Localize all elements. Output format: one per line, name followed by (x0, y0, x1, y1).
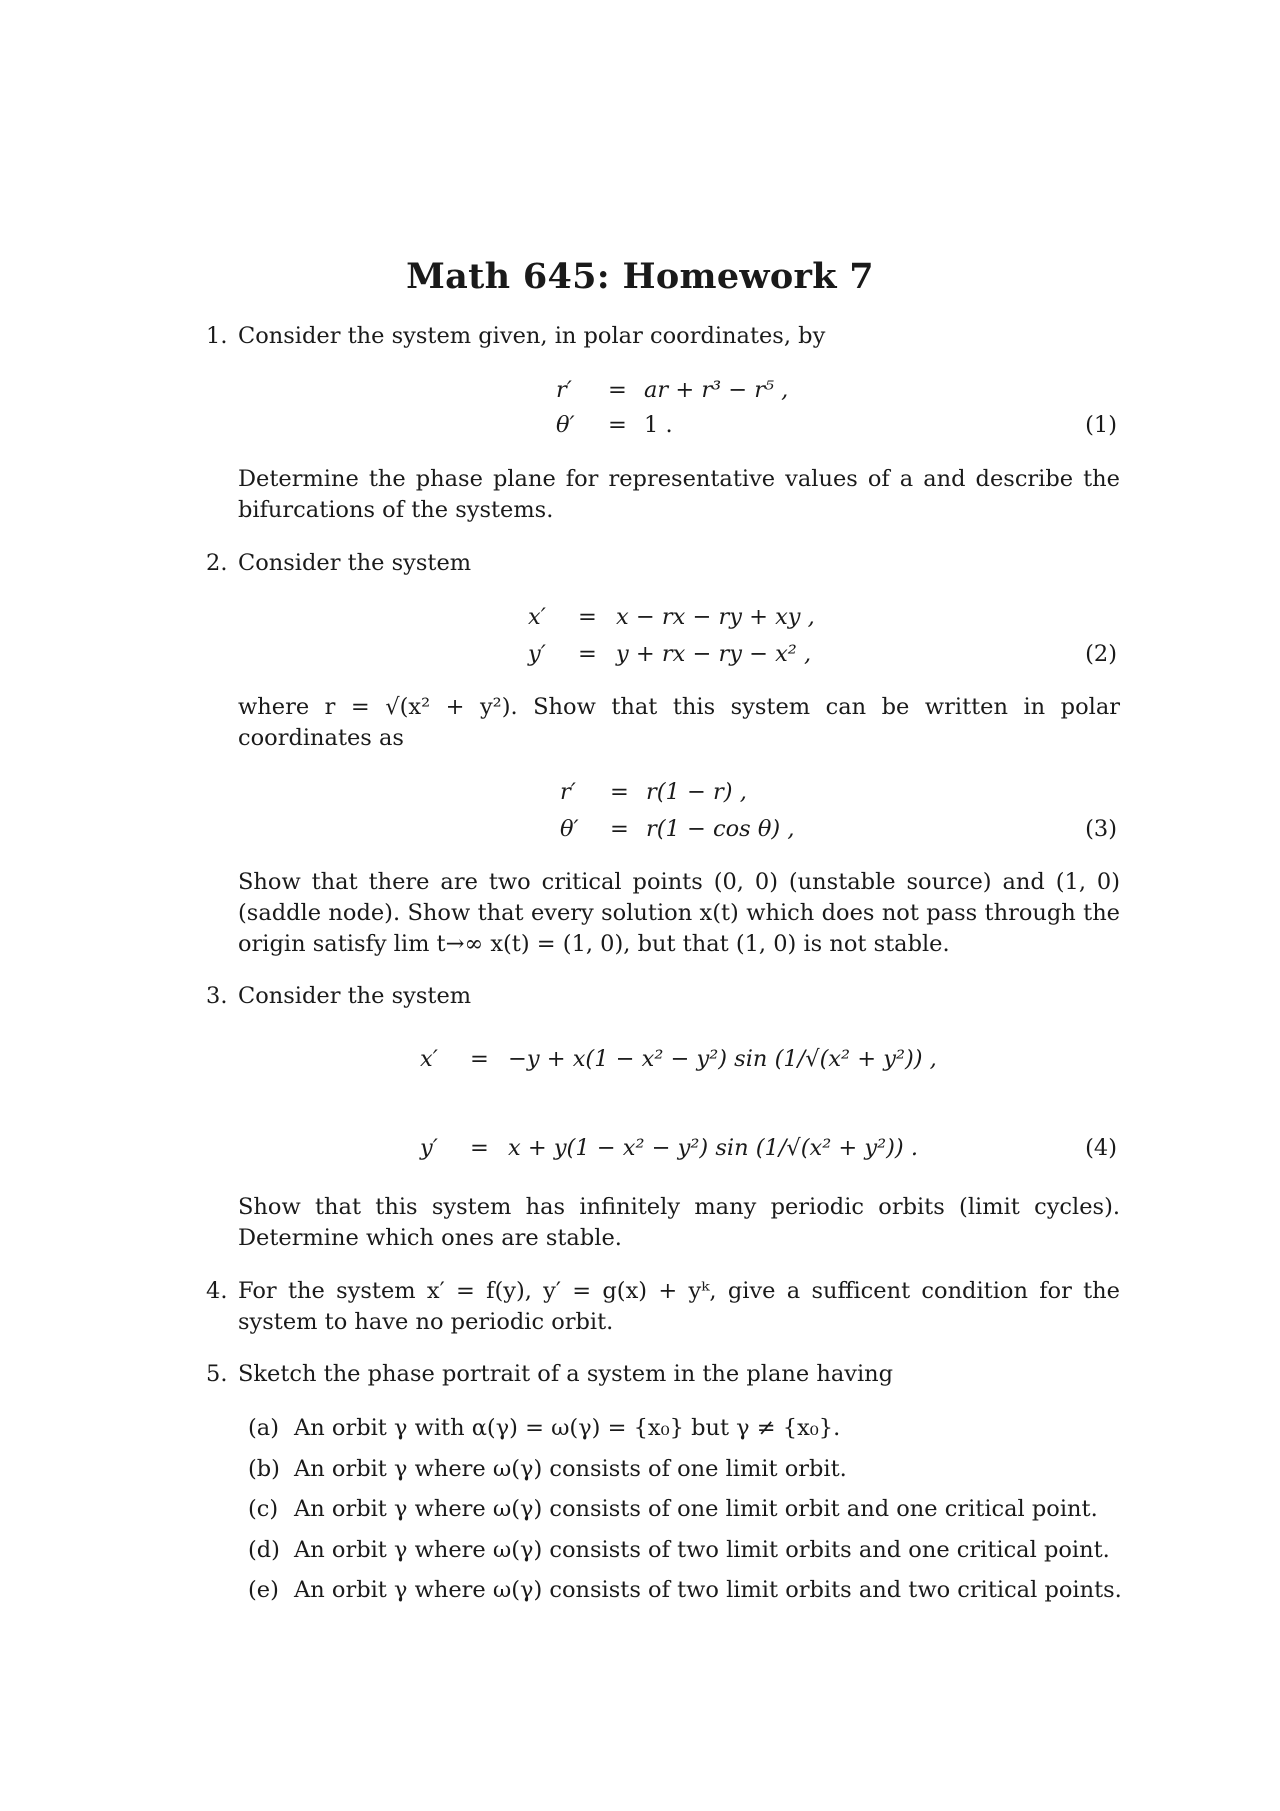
equation-tag-3: (3) (1085, 816, 1117, 842)
item-label: (d) (248, 1537, 280, 1563)
equation-tag-1: (1) (1085, 412, 1117, 438)
problem-1-eq-row-2: θ′ = 1 . (556, 410, 673, 441)
problem-5-item-d (248, 1535, 1110, 1566)
eq-lhs: r′ (556, 377, 572, 403)
problem-2-task: Show that there are two critical points (0, 0) (unstable source) and (1, 0) (saddle node). Show that every solution x(t) which does not pass through the origin satisfy lim t→∞ x(t) = (1, 0), but that (1, 0) is not stable. (238, 869, 1120, 957)
problem-2-middle: where r = √(x² + y²). Show that this system can be written in polar coordinates as (238, 694, 1120, 751)
eq-rhs: −y + x(1 − x² − y²) sin (1/√(x² + y²)) , (508, 1046, 937, 1072)
eq-lhs: θ′ (556, 412, 575, 438)
item-text: An orbit γ where ω(γ) consists of one limit orbit. (294, 1456, 847, 1482)
problem-5-item-b (248, 1454, 847, 1485)
problem-1-number: 1. (206, 323, 228, 349)
eq-lhs: r′ (560, 779, 576, 805)
problem-3-task: Show that this system has infinitely many periodic orbits (limit cycles). Determine which ones are stable. (238, 1194, 1120, 1251)
problem-5-item-c (248, 1494, 1098, 1525)
problem-3-eq-row-2: y′ = x + y(1 − x² − y²) sin (1/√(x² + y²)) . (420, 1133, 918, 1164)
problem-3-eq-row-1: x′ = −y + x(1 − x² − y²) sin (1/√(x² + y²)) , (420, 1044, 937, 1075)
problem-5-intro: Sketch the phase portrait of a system in the plane having (238, 1361, 894, 1387)
eq-rhs: ar + r³ − r⁵ , (644, 377, 789, 403)
problem-5-item-a (248, 1413, 840, 1444)
equation-tag-2: (2) (1085, 641, 1117, 667)
item-label: (a) (248, 1415, 279, 1441)
page-title: Math 645: Homework 7 (406, 256, 874, 297)
problem-1-intro: Consider the system given, in polar coordinates, by (238, 323, 826, 349)
eq-lhs: y′ (420, 1135, 438, 1161)
item-label: (c) (248, 1496, 279, 1522)
eq-rhs: r(1 − r) , (646, 779, 747, 805)
problem-2-eq2-row-2: θ′ = r(1 − cos θ) , (560, 814, 794, 845)
eq-lhs: x′ (420, 1046, 438, 1072)
item-text: An orbit γ where ω(γ) consists of two limit orbits and two critical points. (294, 1577, 1122, 1603)
problem-3-number: 3. (206, 983, 228, 1009)
item-label: (b) (248, 1456, 280, 1482)
problem-2-eq-row-2: y′ = y + rx − ry − x² , (528, 639, 811, 670)
problem-5-item-e (248, 1575, 1122, 1606)
problem-2-number: 2. (206, 550, 228, 576)
problem-2-eq-row-1: x′ = x − rx − ry + xy , (528, 602, 815, 633)
item-label: (e) (248, 1577, 279, 1603)
equation-tag-4: (4) (1085, 1135, 1117, 1161)
eq-rhs: x + y(1 − x² − y²) sin (1/√(x² + y²)) . (508, 1135, 918, 1161)
problem-2-intro: Consider the system (238, 550, 472, 576)
problem-3-intro: Consider the system (238, 983, 472, 1009)
eq-rhs: r(1 − cos θ) , (646, 816, 795, 842)
item-text: An orbit γ where ω(γ) consists of two limit orbits and one critical point. (294, 1537, 1110, 1563)
item-text: An orbit γ where ω(γ) consists of one limit orbit and one critical point. (294, 1496, 1098, 1522)
eq-lhs: y′ (528, 641, 546, 667)
problem-1-eq-row-1: r′ = ar + r³ − r⁵ , (556, 375, 788, 406)
eq-lhs: θ′ (560, 816, 579, 842)
problem-1-task: Determine the phase plane for representative values of a and describe the bifurcations of the systems. (238, 466, 1120, 523)
eq-rhs: x − rx − ry + xy , (616, 604, 815, 630)
item-text: An orbit γ with α(γ) = ω(γ) = {x₀} but γ ≠ {x₀}. (294, 1415, 841, 1441)
problem-4-number: 4. (206, 1278, 228, 1304)
eq-rhs: 1 . (644, 412, 673, 438)
problem-2-eq2-row-1: r′ = r(1 − r) , (560, 777, 747, 808)
eq-rhs: y + rx − ry − x² , (616, 641, 812, 667)
problem-5-number: 5. (206, 1361, 228, 1387)
problem-4-text: For the system x′ = f(y), y′ = g(x) + yᵏ, give a sufficent condition for the system to have no periodic orbit. (238, 1278, 1120, 1335)
eq-lhs: x′ (528, 604, 546, 630)
